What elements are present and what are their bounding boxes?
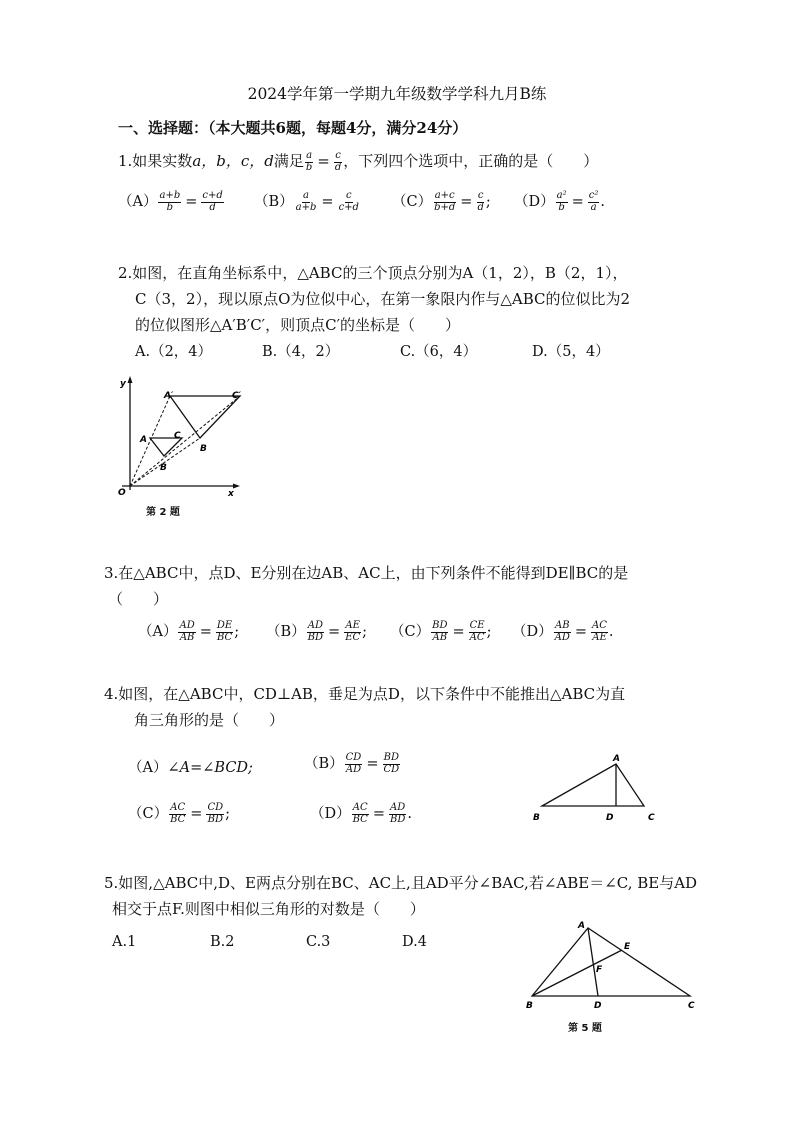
page-title: 2024学年第一学期九年级数学学科九月B练 bbox=[247, 85, 547, 103]
question-2-caption: 第 2 题 bbox=[146, 507, 180, 518]
question-5-caption: 第 5 题 bbox=[568, 1023, 602, 1034]
question-5-option-b: B.2 bbox=[210, 934, 235, 950]
label-y: y bbox=[120, 379, 126, 389]
question-4-option-c: （C） $\frac{AC}{BC}$ = $\frac{CD}{BD}$ ; bbox=[128, 802, 231, 825]
question-4-line-1: 4.如图，在△ABC中，CD⊥AB，垂足为点D，以下条件中不能推出△ABC为直 bbox=[104, 685, 626, 703]
question-2-figure bbox=[112, 372, 252, 507]
label-a-prime: A′ bbox=[164, 391, 174, 401]
question-2-line-1: 2.如图，在直角坐标系中，△ABC的三个顶点分别为A（1，2），B（2，1）， bbox=[118, 264, 628, 282]
question-4-figure bbox=[528, 750, 664, 826]
question-3-line-1: 3.在△ABC中，点D、E分别在边AB、AC上，由下列条件不能得到DE∥BC的是 bbox=[104, 564, 629, 582]
fraction: $\frac{a}{b}$ bbox=[305, 150, 313, 173]
question-2-line-3: 的位似图形△A′B′C′，则顶点C′的坐标是（ ） bbox=[135, 316, 460, 334]
label-f: F bbox=[596, 965, 603, 975]
question-5-figure bbox=[520, 916, 704, 1012]
question-4-option-b: （B） $\frac{CD}{AD}$ = $\frac{BD}{CD}$ bbox=[304, 752, 400, 775]
question-1-option-a: （A） $\frac{a+b}{b}$ = $\frac{c+d}{d}$ bbox=[118, 190, 223, 213]
label-c-prime: C′ bbox=[232, 391, 241, 401]
question-5-option-d: D.4 bbox=[402, 934, 427, 950]
question-4-option-d: （D） $\frac{AC}{BC}$ = $\frac{AD}{BD}$ . bbox=[310, 802, 412, 825]
label-a: A bbox=[613, 754, 620, 764]
section-heading: 一、选择题：（本大题共6题，每题4分，满分24分） bbox=[118, 119, 468, 137]
question-3-option-c: （C） $\frac{BD}{AB}$ = $\frac{CE}{AC}$ ; bbox=[390, 620, 492, 643]
label-a: A bbox=[578, 921, 585, 931]
label-b: B bbox=[526, 1001, 533, 1011]
label-a: A bbox=[140, 435, 147, 445]
label-b: B bbox=[533, 813, 540, 823]
question-2-line-2: C（3，2），现以原点O为位似中心，在第一象限内作与△ABC的位似比为2 bbox=[135, 290, 631, 308]
question-3-option-a: （A） $\frac{AD}{AB}$ = $\frac{DE}{BC}$ ; bbox=[138, 620, 240, 643]
question-2-option-d: D.（5，4） bbox=[532, 344, 610, 360]
question-5-line-1: 5.如图,△ABC中,D、E两点分别在BC、AC上,且AD平分∠BAC,若∠ABE＝∠C, BE与AD bbox=[104, 874, 698, 892]
question-3-line-2: （ ） bbox=[108, 590, 169, 608]
question-4-option-a: （A）∠A=∠BCD; bbox=[128, 760, 253, 776]
label-d: D bbox=[606, 813, 614, 823]
question-2-option-c: C.（6，4） bbox=[400, 344, 478, 360]
label-c: C bbox=[688, 1001, 695, 1011]
fraction: $\frac{c}{d}$ bbox=[334, 150, 342, 173]
question-2-option-b: B.（4，2） bbox=[262, 344, 340, 360]
question-5-option-a: A.1 bbox=[112, 934, 137, 950]
question-1-option-d: （D） $\frac{\text{a²}}{b}$ = $\frac{\text{c²}}{a}$ . bbox=[514, 190, 605, 213]
label-d: D bbox=[594, 1001, 602, 1011]
question-5-option-c: C.3 bbox=[306, 934, 331, 950]
label-o: O bbox=[118, 488, 126, 498]
label-e: E bbox=[624, 942, 631, 952]
label-b: B bbox=[160, 463, 167, 473]
label-c: C bbox=[648, 813, 655, 823]
label-c: C bbox=[174, 431, 181, 441]
label-b-prime: B bbox=[200, 444, 207, 454]
question-2-option-a: A.（2，4） bbox=[135, 344, 213, 360]
question-5-line-2: 相交于点F.则图中相似三角形的对数是（ ） bbox=[112, 900, 425, 918]
question-1-option-c: （C） $\frac{a+c}{b+d}$ = $\frac{c}{d}$ ; bbox=[392, 190, 491, 213]
question-1-stem: 1.如果实数a，b，c，d满足 $\frac{a}{b}$ = $\frac{c}{d}$ ，下列四个选项中，正确的是（ ） bbox=[118, 150, 599, 173]
label-x: x bbox=[228, 489, 234, 499]
question-3-option-d: （D） $\frac{AB}{AD}$ = $\frac{AC}{AE}$ . bbox=[512, 620, 614, 643]
question-4-line-2: 角三角形的是（ ） bbox=[134, 711, 285, 729]
question-3-option-b: （B） $\frac{AD}{BD}$ = $\frac{AE}{EC}$ ; bbox=[266, 620, 368, 643]
question-1-option-b: （B） $\frac{a}{a+b}$ = $\frac{c}{c+d}$ bbox=[254, 190, 359, 213]
